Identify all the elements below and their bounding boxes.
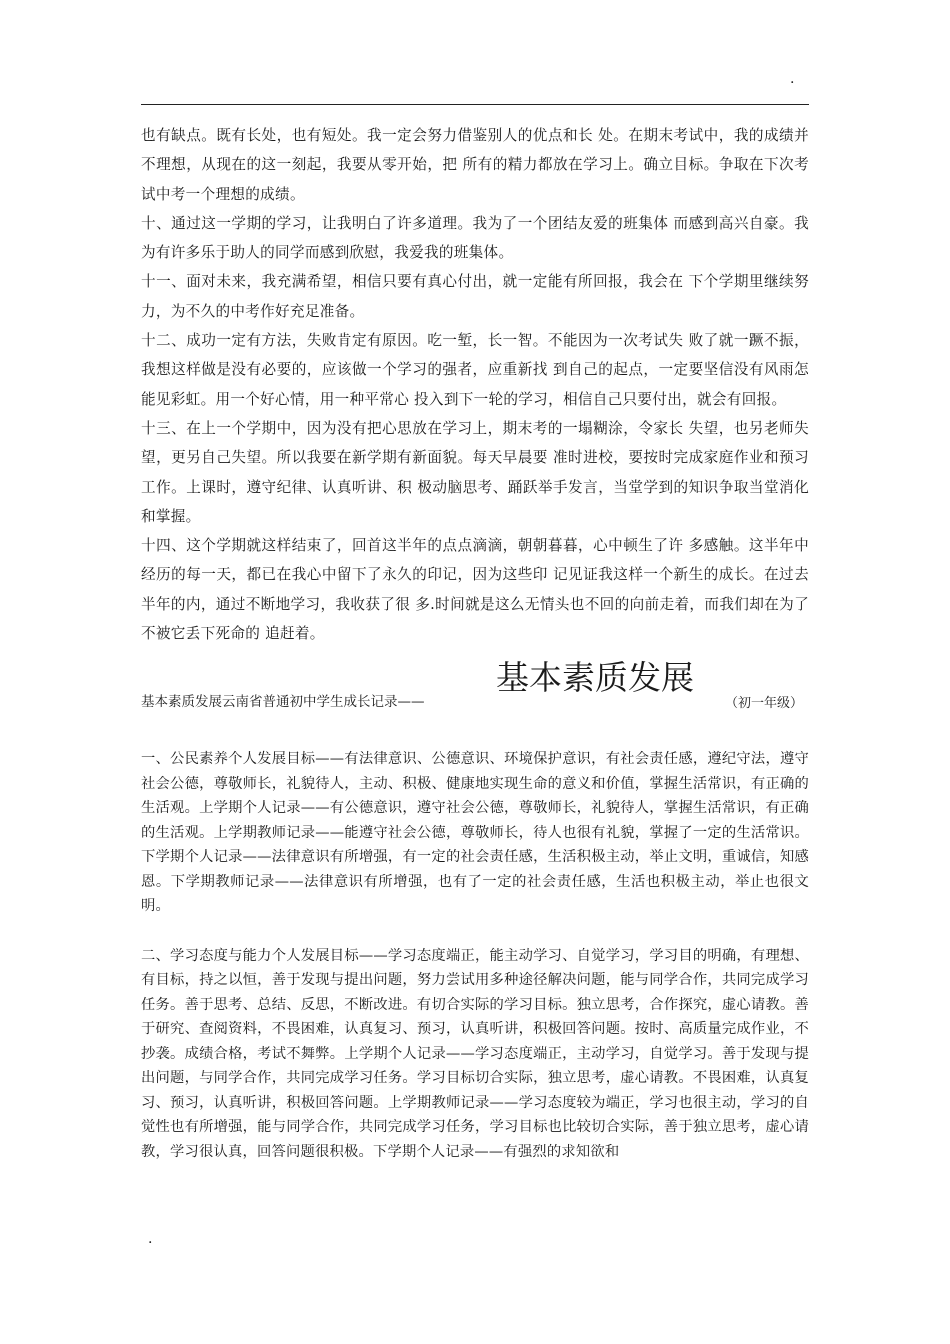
title-grade: （初一年级） xyxy=(724,696,803,712)
paragraph-twelve: 十二、成功一定有方法，失败肯定有原因。吃一堑，长一智。不能因为一次考试失 败了就一蹶不振，我想这样做是没有必要的，应该做一个学习的强者，应重新找 到自己的起点，一定要坚信没有风雨怎能见彩虹。用一个好心情，用一种平常心 投入到下一轮的学习，相信自己只要付出，就会有回报。 xyxy=(141,332,809,408)
title-heading: 基本素质发展 xyxy=(496,658,694,698)
document-body xyxy=(141,121,809,1164)
paragraph-eleven: 十一、面对未来，我充满希望，相信只要有真心付出，就一定能有所回报，我会在 下个学期里继续努力，为不久的中考作好充足准备。 xyxy=(141,273,809,320)
header-rule xyxy=(141,104,809,105)
section-civic-literacy: 一、公民素养个人发展目标——有法律意识、公德意识、环境保护意识，有社会责任感，遵纪守法，遵守社会公德，尊敬师长，礼貌待人，主动、积极、健康地实现生命的意义和价值，掌握生活常识，有正确的生活观。上学期个人记录——有公德意识，遵守社会公德，尊敬师长，礼貌待人，掌握生活常识，有正确的生活观。上学期教师记录——能遵守社会公德，尊敬师长，待人也很有礼貌，掌握了一定的生活常识。下学期个人记录——法律意识有所增强，有一定的社会责任感，生活积极主动，举止文明，重诚信，知感恩。下学期教师记录——法律意识有所增强，也有了一定的社会责任感，生活也积极主动，举止也很文明。 xyxy=(141,751,809,915)
paragraph-ten: 十、通过这一学期的学习，让我明白了许多道理。我为了一个团结友爱的班集体 而感到高兴自豪。我为有许多乐于助人的同学而感到欣慰，我爱我的班集体。 xyxy=(141,214,809,262)
title-record-label: 基本素质发展云南省普通初中学生成长记录—— xyxy=(141,694,425,711)
paragraph-continuation: 也有缺点。既有长处，也有短处。我一定会努力借鉴别人的优点和长 处。在期末考试中，我的成绩并不理想，从现在的这一刻起，我要从零开始，把 所有的精力都放在学习上。确立目标。争取在下次考试中考一个理想的成绩。 xyxy=(141,127,809,203)
paragraph-thirteen: 十三、在上一个学期中，因为没有把心思放在学习上，期末考的一塌糊涂，令家长 失望，也另老师失望，更另自己失望。所以我要在新学期有新面貌。每天早晨要 准时进校，要按时完成家庭作业和预习工作。上课时，遵守纪律、认真听讲、积 极动脑思考、踊跃举手发言，当堂学到的知识争取当堂消化和掌握。 xyxy=(141,419,809,525)
paragraph-fourteen: 十四、这个学期就这样结束了，回首这半年的点点滴滴，朝朝暮暮，心中顿生了许 多感触。这半年中经历的每一天，都已在我心中留下了永久的印记，因为这些印 记见证我这样一个新生的成长。在过去半年的内，通过不断地学习，我收获了很 多.时间就是这么无情头也不回的向前走着，而我们却在为了不被它丢下死命的 追赶着。 xyxy=(141,537,809,643)
section-learning-attitude: 二、学习态度与能力个人发展目标——学习态度端正，能主动学习、自觉学习，学习目的明确，有理想、有目标，持之以恒，善于发现与提出问题，努力尝试用多种途径解决问题，能与同学合作，共同完成学习任务。善于思考、总结、反思，不断改进。有切合实际的学习目标。独立思考，合作探究，虚心请教。善于研究、查阅资料，不畏困难，认真复习、预习，认真听讲，积极回答问题。按时、高质量完成作业，不抄袭。成绩合格，考试不舞弊。上学期个人记录——学习态度端正，主动学习，自觉学习。善于发现与提出问题，与同学合作，共同完成学习任务。学习目标切合实际，独立思考，虚心请教。不畏困难，认真复习、预习，认真听讲，积极回答问题。上学期教师记录——学习态度较为端正，学习也很主动，学习的自觉性也有所增强，能与同学合作，共同完成学习任务，学习目标也比较切合实际，善于独立思考，虚心请教，学习很认真，回答问题很积极。下学期个人记录——有强烈的求知欲和 xyxy=(141,947,809,1160)
section-title xyxy=(141,660,809,722)
header-dot: . xyxy=(790,71,795,87)
footer-dot: . xyxy=(148,1231,153,1247)
